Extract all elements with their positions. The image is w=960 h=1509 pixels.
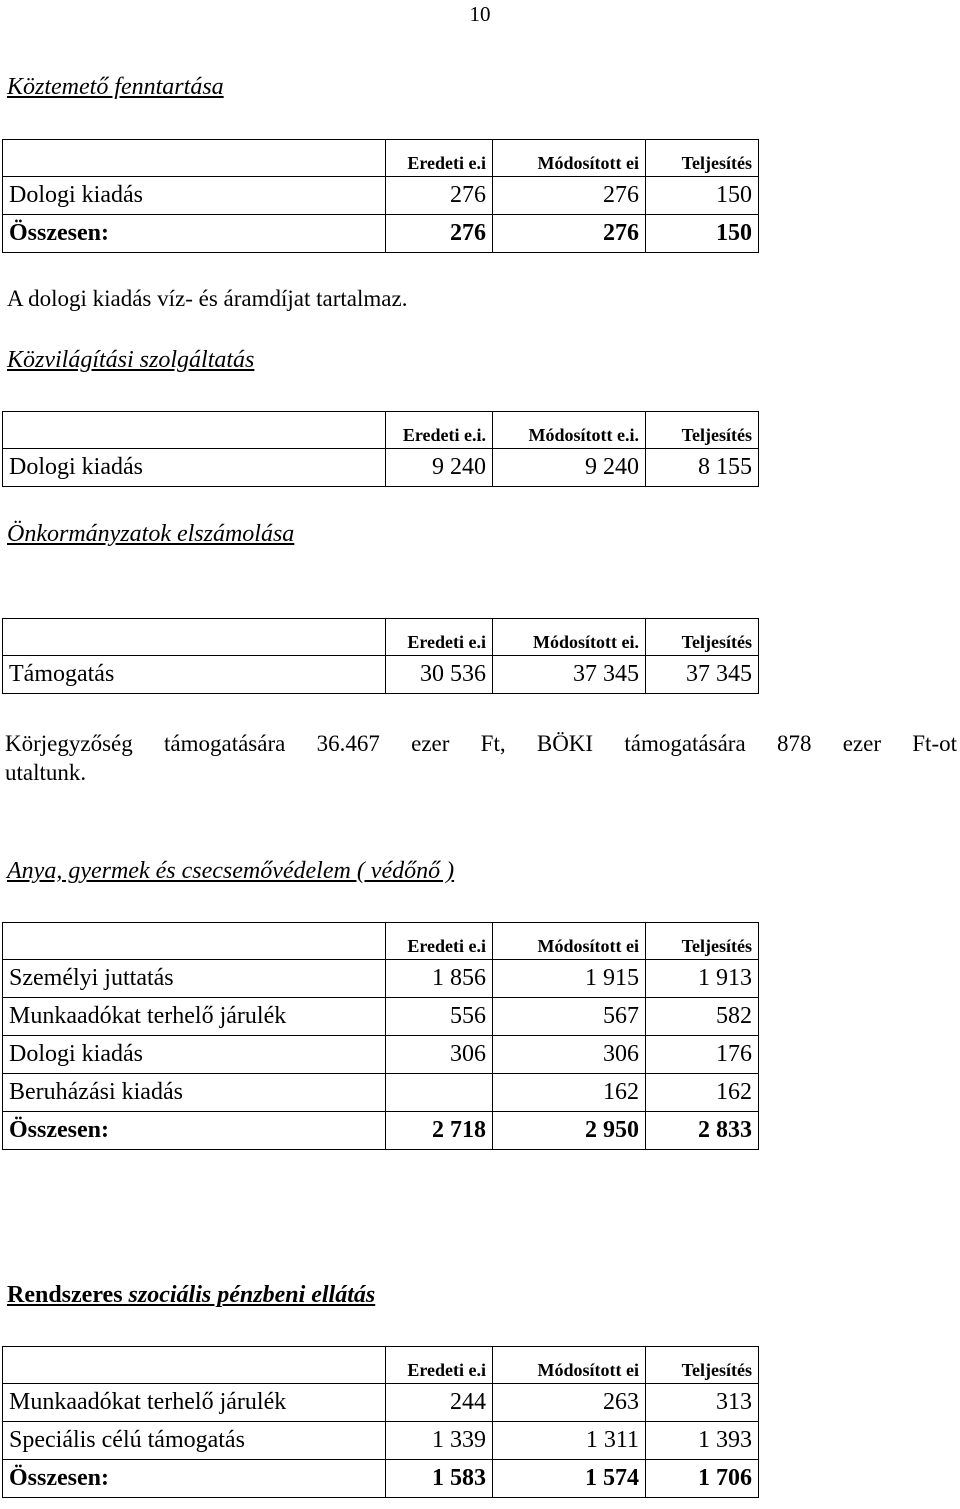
cell-eredeti: 2 718	[386, 1112, 493, 1150]
header-eredeti: Eredeti e.i	[386, 923, 493, 960]
header-eredeti: Eredeti e.i	[386, 140, 493, 177]
table-onkormanyzatok	[2, 618, 759, 694]
cell-modositott: 37 345	[493, 656, 646, 694]
cell-eredeti	[386, 1074, 493, 1112]
header-teljesites: Teljesítés	[646, 923, 759, 960]
cell-eredeti: 1 583	[386, 1460, 493, 1498]
header-modositott: Módosított ei	[493, 923, 646, 960]
cell-modositott: 162	[493, 1074, 646, 1112]
header-blank	[3, 923, 386, 960]
table-row-total	[3, 215, 759, 253]
cell-modositott: 9 240	[493, 449, 646, 487]
header-modositott: Módosított e.i.	[493, 412, 646, 449]
note-onkormanyzatok-line2: utaltunk.	[5, 760, 87, 785]
title-bold-part: Rendszeres	[7, 1282, 123, 1308]
section-title-kozvilagitas: Közvilágítási szolgáltatás	[7, 347, 255, 373]
table-header-row	[3, 1347, 759, 1384]
row-label: Támogatás	[3, 656, 386, 694]
cell-modositott: 2 950	[493, 1112, 646, 1150]
cell-modositott: 276	[493, 215, 646, 253]
cell-eredeti: 306	[386, 1036, 493, 1074]
table-header-row	[3, 923, 759, 960]
cell-teljesites: 150	[646, 177, 759, 215]
table-vedono	[2, 922, 759, 1150]
row-label: Összesen:	[3, 1112, 386, 1150]
cell-teljesites: 162	[646, 1074, 759, 1112]
cell-teljesites: 1 706	[646, 1460, 759, 1498]
header-eredeti: Eredeti e.i.	[386, 412, 493, 449]
cell-eredeti: 276	[386, 215, 493, 253]
row-label: Személyi juttatás	[3, 960, 386, 998]
header-eredeti: Eredeti e.i	[386, 1347, 493, 1384]
header-blank	[3, 619, 386, 656]
section-title-vedono: Anya, gyermek és csecsemővédelem ( védőnő )	[7, 858, 455, 884]
cell-teljesites: 2 833	[646, 1112, 759, 1150]
header-blank	[3, 1347, 386, 1384]
header-teljesites: Teljesítés	[646, 619, 759, 656]
row-label: Speciális célú támogatás	[3, 1422, 386, 1460]
cell-teljesites: 582	[646, 998, 759, 1036]
section-title-onkormanyzatok: Önkormányzatok elszámolása	[7, 521, 295, 547]
table-kozvilagitas	[2, 411, 759, 487]
header-modositott: Módosított ei	[493, 1347, 646, 1384]
cell-eredeti: 276	[386, 177, 493, 215]
row-label: Dologi kiadás	[3, 177, 386, 215]
cell-modositott: 1 311	[493, 1422, 646, 1460]
cell-modositott: 567	[493, 998, 646, 1036]
page-number: 10	[469, 2, 491, 26]
cell-eredeti: 1 856	[386, 960, 493, 998]
cell-eredeti: 30 536	[386, 656, 493, 694]
cell-modositott: 1 574	[493, 1460, 646, 1498]
cell-teljesites: 1 913	[646, 960, 759, 998]
header-blank	[3, 140, 386, 177]
header-teljesites: Teljesítés	[646, 1347, 759, 1384]
row-label: Dologi kiadás	[3, 449, 386, 487]
table-row	[3, 1074, 759, 1112]
cell-modositott: 263	[493, 1384, 646, 1422]
table-header-row	[3, 619, 759, 656]
table-row	[3, 449, 759, 487]
cell-teljesites: 176	[646, 1036, 759, 1074]
row-label: Munkaadókat terhelő járulék	[3, 998, 386, 1036]
header-modositott: Módosított ei.	[493, 619, 646, 656]
cell-modositott: 306	[493, 1036, 646, 1074]
table-row-total	[3, 1460, 759, 1498]
cell-eredeti: 9 240	[386, 449, 493, 487]
header-teljesites: Teljesítés	[646, 140, 759, 177]
table-row	[3, 177, 759, 215]
table-row	[3, 1384, 759, 1422]
cell-eredeti: 1 339	[386, 1422, 493, 1460]
cell-teljesites: 313	[646, 1384, 759, 1422]
header-eredeti: Eredeti e.i	[386, 619, 493, 656]
cell-modositott: 276	[493, 177, 646, 215]
table-row	[3, 960, 759, 998]
row-label: Összesen:	[3, 215, 386, 253]
table-row	[3, 656, 759, 694]
table-row	[3, 1422, 759, 1460]
row-label: Beruházási kiadás	[3, 1074, 386, 1112]
table-rendszeres	[2, 1346, 759, 1498]
table-row	[3, 998, 759, 1036]
header-teljesites: Teljesítés	[646, 412, 759, 449]
cell-modositott: 1 915	[493, 960, 646, 998]
cell-teljesites: 37 345	[646, 656, 759, 694]
row-label: Összesen:	[3, 1460, 386, 1498]
table-header-row	[3, 412, 759, 449]
table-header-row	[3, 140, 759, 177]
row-label: Dologi kiadás	[3, 1036, 386, 1074]
title-italic-part: szociális pénzbeni ellátás	[128, 1282, 376, 1308]
cell-eredeti: 556	[386, 998, 493, 1036]
table-koztemeto	[2, 139, 759, 253]
section-title-rendszeres	[7, 1282, 375, 1309]
header-modositott: Módosított ei	[493, 140, 646, 177]
row-label: Munkaadókat terhelő járulék	[3, 1384, 386, 1422]
table-row-total	[3, 1112, 759, 1150]
cell-teljesites: 1 393	[646, 1422, 759, 1460]
header-blank	[3, 412, 386, 449]
note-koztemeto: A dologi kiadás víz- és áramdíjat tartalmaz.	[7, 286, 408, 311]
cell-eredeti: 244	[386, 1384, 493, 1422]
cell-teljesites: 8 155	[646, 449, 759, 487]
cell-teljesites: 150	[646, 215, 759, 253]
section-title-koztemeto: Köztemető fenntartása	[7, 74, 224, 100]
note-onkormanyzatok-line1: Körjegyzőség támogatására 36.467 ezer Ft, BÖKI támogatására 878 ezer Ft-ot	[5, 731, 957, 756]
table-row	[3, 1036, 759, 1074]
